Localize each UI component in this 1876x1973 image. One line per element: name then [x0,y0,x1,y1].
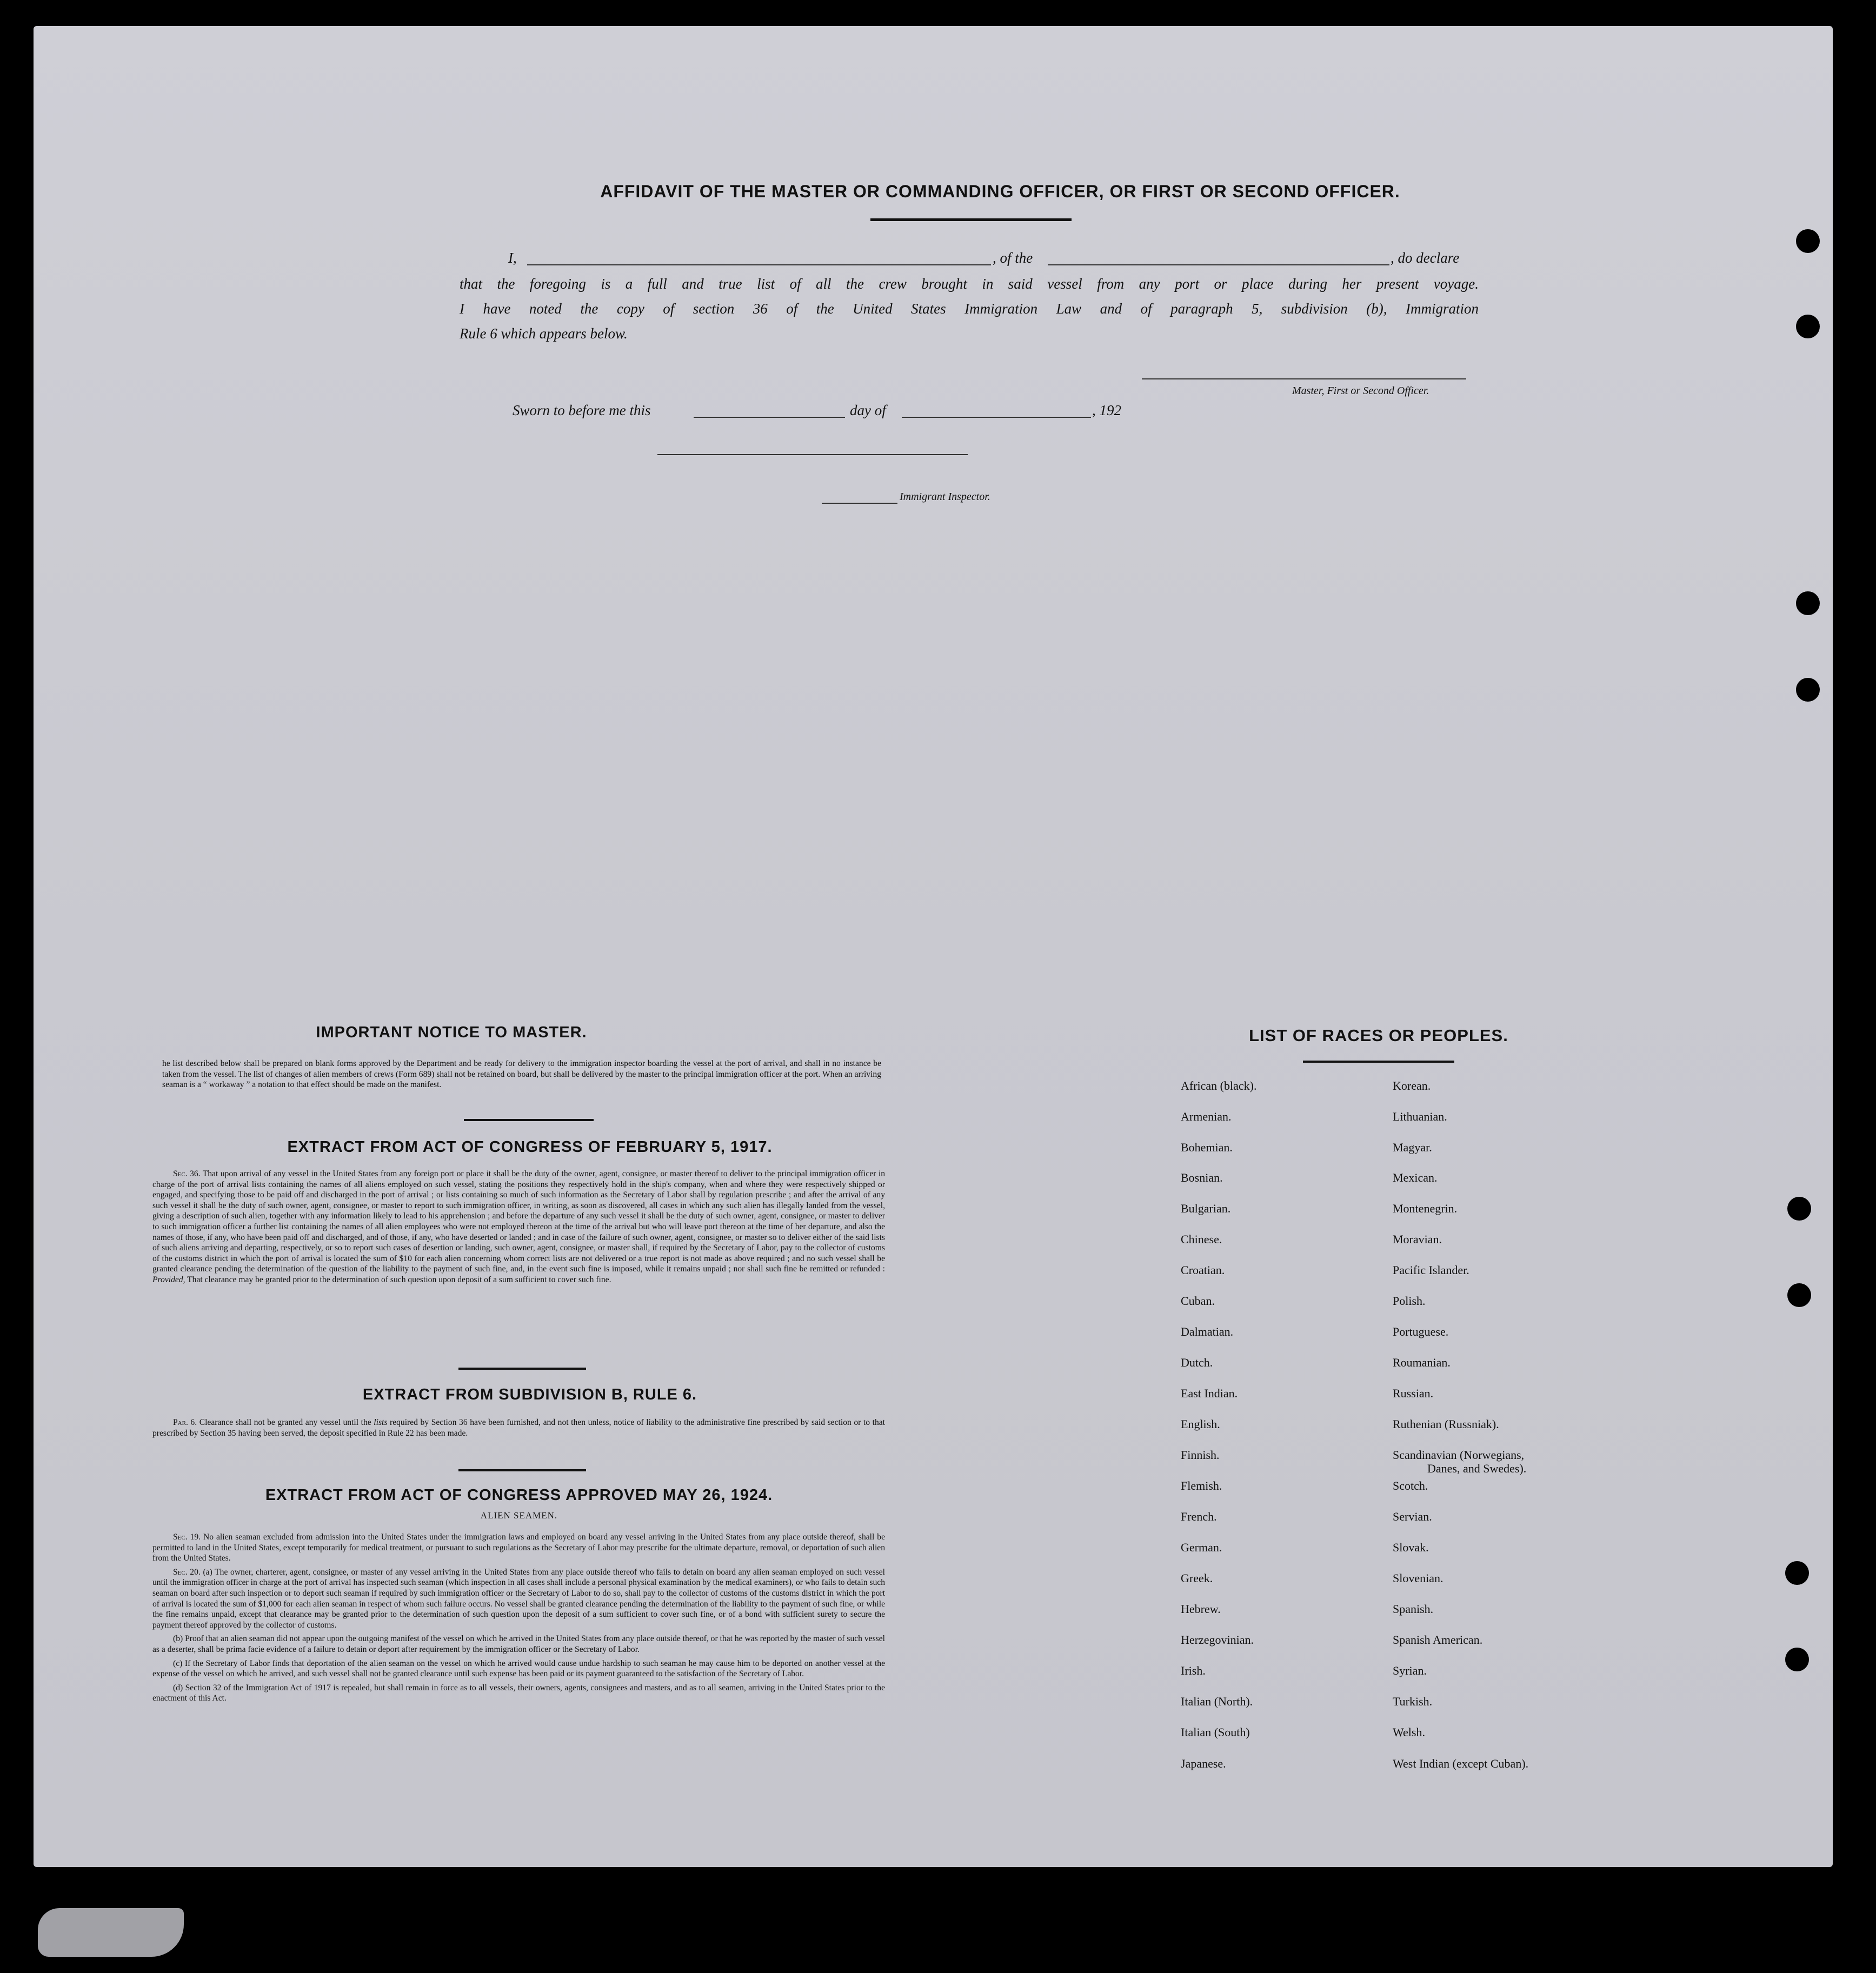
race-item: Flemish. [1181,1479,1222,1492]
paper-stain [38,1908,184,1957]
race-item: Greek. [1181,1571,1213,1585]
rule6-text-b: required by Section 36 have been furnished, and not then unless, notice of liability to the administrative fine prescribed by said section or to that prescribed by Section 35 having been served, the deposit specified in Rule 22 has been made. [152,1418,885,1438]
rule6-lists: lists [374,1418,388,1427]
race-item: Pacific Islander. [1393,1263,1469,1277]
master-name-blank[interactable] [527,264,991,265]
race-item: Hebrew. [1181,1602,1221,1616]
race-item: Slovak. [1393,1541,1429,1554]
proviso-label: Provided, [152,1275,185,1284]
sec36-label: Sec. 36. [173,1169,201,1178]
sec36-text: That upon arrival of any vessel in the United States from any foreign port or place it shall be the duty of the owner, agent, consignee, or master thereof to deliver to the principal immigration officer in charge of the port of arrival lists containing the names of all aliens employed on such vessel, stating the positions they respectively hold in the ship's company, when and where they were respectively shipped or engaged, and specifying those to be paid off and discharged in the port of arrival ; or lists containing so much of such information as the Secretary of Labor shall by regulation prescribe ; and after the arrival of any such vessel it shall be the duty of such owner, agent, consignee, or master to report to such immigration officer, in writing, as soon as discovered, all cases in which any such alien has illegally landed from the vessel, giving a description of such alien, together with any information likely to lead to his apprehension ; and before the departure of any such vessel it shall be the duty of such owner, agent, consignee, or master to deliver to such immigration officer a further list containing the names of all alien employees who were not employed thereon at the time of the arrival but who will leave port thereon at the time of her departure, and also the names of those, if any, who have been paid off and discharged, and of those, if any, who have deserted or landed ; and in case of the failure of such owner, agent, consignee, or master so to deliver either of the said lists of such aliens arriving and departing, respectively, or so to report such cases of desertion or landing, such owner, agent, consignee, or master shall, if required by the Secretary of Labor, pay to the collector of customs of the customs district in which the port of arrival is located the sum of $10 for each alien concerning whom correct lists are not delivered or a true report is not made as above required ; and no such vessel shall be granted clearance pending the determination of the question of the liability to the payment of such fine, and, in the event such fine is imposed, while it remains unpaid ; nor shall such fine be remitted or refunded : [152,1169,885,1274]
master-signature-blank[interactable] [1142,378,1466,379]
punch-hole [1787,1197,1811,1221]
race-item: African (black). [1181,1079,1257,1092]
race-item: East Indian. [1181,1387,1238,1400]
notice-rule [464,1119,594,1121]
race-item: Korean. [1393,1079,1431,1092]
punch-hole [1796,591,1820,615]
punch-hole [1785,1561,1809,1585]
race-item: English. [1181,1417,1220,1431]
race-item: Moravian. [1393,1232,1442,1246]
inspector-line-upper [657,454,968,455]
affidavit-of-the: , of the [993,250,1033,266]
race-item: Croatian. [1181,1263,1225,1277]
sec19-label: Sec. 19. [173,1532,201,1542]
sec19-text: No alien seaman excluded from admission into the United States under the immigration laws and employed on board any vessel arriving in the United States from any place outside thereof, shall be permitted to land in the United States, except temporarily for medical treatment, or pursuant to such regulations as the Secretary of Labor may prescribe for the ultimate departure, removal, or deportation of such alien from the United States. [152,1532,885,1563]
race-item: Italian (South) [1181,1725,1250,1739]
race-item: Magyar. [1393,1141,1432,1154]
rule6-body [152,1417,885,1438]
race-item: German. [1181,1541,1222,1554]
punch-hole [1787,1283,1811,1307]
sworn-day-blank[interactable] [694,417,845,418]
sworn-year: , 192 [1092,402,1121,418]
affidavit-line4: Rule 6 which appears below. [460,325,628,342]
race-item: Bosnian. [1181,1171,1223,1184]
par6-label: Par. 6. [173,1418,197,1427]
race-item: Servian. [1393,1510,1432,1523]
sec20c-text: (c) If the Secretary of Labor finds that deportation of the alien seaman on the vessel on which he arrived would cause undue hardship to such seaman he may cause him to be deported on another vessel at the expense of the vessel on which he arrived, and such vessel shall not be granted clearance until such expense has been paid or its payment guaranteed to the satisfaction of the Secretary of Labor. [152,1658,885,1679]
affidavit-declare: , do declare [1391,250,1460,266]
race-item: Armenian. [1181,1110,1232,1123]
extract-1924-body [152,1532,885,1704]
extract-1917-body [152,1169,885,1285]
extract-1924-heading: EXTRACT FROM ACT OF CONGRESS APPROVED MAY 26, 1924. [265,1487,773,1504]
rule6-heading: EXTRACT FROM SUBDIVISION B, RULE 6. [362,1386,697,1403]
race-item: West Indian (except Cuban). [1393,1757,1529,1770]
extract-1917-rule [458,1368,586,1370]
race-item: Scandinavian (Norwegians, [1393,1448,1525,1462]
extract-1917-heading: EXTRACT FROM ACT OF CONGRESS OF FEBRUARY 5, 1917. [287,1138,773,1156]
affidavit-line2: that the foregoing is a full and true list of all the crew brought in said vessel from any port or place during her present voyage. [460,276,1479,292]
race-item: Turkish. [1393,1695,1433,1708]
race-item: Ruthenian (Russniak). [1393,1417,1499,1431]
race-item: Bohemian. [1181,1141,1233,1154]
punch-hole [1796,229,1820,253]
race-item: Spanish. [1393,1602,1434,1616]
race-item: Montenegrin. [1393,1202,1458,1215]
race-item: Japanese. [1181,1757,1226,1770]
sec20-label: Sec. 20. [173,1567,201,1577]
inspector-signature-blank[interactable] [822,503,897,504]
vessel-name-blank[interactable] [1048,264,1389,265]
race-item: Slovenian. [1393,1571,1443,1585]
affidavit-line3: I have noted the copy of section 36 of the United States Immigration Law and of paragraph 5, subdivision (b), Immigration [460,301,1479,317]
inspector-signature-label: Immigrant Inspector. [900,491,990,503]
race-item: Roumanian. [1393,1356,1451,1369]
race-item: Cuban. [1181,1294,1215,1308]
sworn-day-of: day of [850,402,886,418]
race-scandinavian-continuation: Danes, and Swedes). [1427,1462,1527,1475]
affidavit-heading: AFFIDAVIT OF THE MASTER OR COMMANDING OFFICER, OR FIRST OR SECOND OFFICER. [600,182,1400,201]
race-item: Russian. [1393,1387,1434,1400]
race-item: Italian (North). [1181,1695,1253,1708]
alien-seamen-subheading: ALIEN SEAMEN. [480,1510,558,1521]
master-signature-label: Master, First or Second Officer. [1292,385,1429,397]
races-heading: LIST OF RACES OR PEOPLES. [1249,1026,1508,1045]
race-item: Scotch. [1393,1479,1428,1492]
race-item: Lithuanian. [1393,1110,1447,1123]
races-heading-rule [1303,1061,1454,1063]
sec20d-text: (d) Section 32 of the Immigration Act of 1917 is repealed, but shall remain in force as to all vessels, their owners, agents, consignees and masters, and as to all seamen, arriving in the United States prior to the enactment of this Act. [152,1683,885,1703]
proviso-text: That clearance may be granted prior to the determination of such question upon deposit of a sum sufficient to cover such fine. [187,1275,611,1284]
sec20a-text: (a) The owner, charterer, agent, consignee, or master of any vessel arriving in the United States from any place outside thereof who fails to detain on board any alien seaman employed on such vessel until the immigration officer in charge at the port of arrival has inspected such seaman (which inspection in all cases shall include a personal physical examination by the medical examiners), or who fails to detain such seaman on board after such inspection or to deport such seaman if required by such immigration officer or the Secretary of Labor to do so, shall pay to the collector of customs of the customs district in which the port of arrival is located the sum of $1,000 for each alien seaman in respect of whom such failure occurs. No vessel shall be granted clearance pending the determination of the liability to the payment of such fine, or while the fine remains unpaid, except that clearance may be granted prior to the determination of such question upon the deposit of a sum sufficient to cover such fine, or of a bond with sufficient surety to secure the payment thereof approved by the collector of customs. [152,1567,885,1630]
punch-hole [1796,315,1820,338]
sworn-label: Sworn to before me this [513,402,651,418]
notice-heading: IMPORTANT NOTICE TO MASTER. [316,1024,587,1041]
rule6-text-a: Clearance shall not be granted any vessel until the [199,1418,371,1427]
race-item: Spanish American. [1393,1633,1483,1647]
race-item: Finnish. [1181,1448,1220,1462]
race-item: Dalmatian. [1181,1325,1234,1338]
race-item: Syrian. [1393,1664,1427,1677]
affidavit-heading-rule [870,218,1072,221]
race-item: Portuguese. [1393,1325,1449,1338]
race-item: Dutch. [1181,1356,1213,1369]
punch-hole [1796,678,1820,702]
punch-hole [1785,1648,1809,1671]
race-item: Chinese. [1181,1232,1222,1246]
sec20b-text: (b) Proof that an alien seaman did not appear upon the outgoing manifest of the vessel on which he arrived in the United States from any place outside thereof, or that he was reported by the master of such vessel as a deserter, shall be prima facie evidence of a failure to detain or deport after requirement by the immigration officer or the Secretary of Labor. [152,1634,885,1654]
affidavit-i: I, [508,250,517,266]
race-item: Welsh. [1393,1725,1425,1739]
sworn-month-blank[interactable] [902,417,1091,418]
race-item: French. [1181,1510,1217,1523]
rule6-rule [458,1469,586,1471]
race-item: Polish. [1393,1294,1426,1308]
notice-body: he list described below shall be prepared on blank forms approved by the Department and be ready for delivery to the immigration inspector boarding the vessel at the port of arrival, and shall in no instance be taken from the vessel. The list of changes of alien members of crews (Form 689) shall not be retained on board, but shall be delivered by the master to the principal immigration officer at the port. When an arriving seaman is a “ workaway ” a notation to that effect should be made on the manifest. [162,1059,881,1090]
race-item: Irish. [1181,1664,1206,1677]
race-item: Mexican. [1393,1171,1438,1184]
race-item: Herzegovinian. [1181,1633,1254,1647]
race-item: Bulgarian. [1181,1202,1231,1215]
